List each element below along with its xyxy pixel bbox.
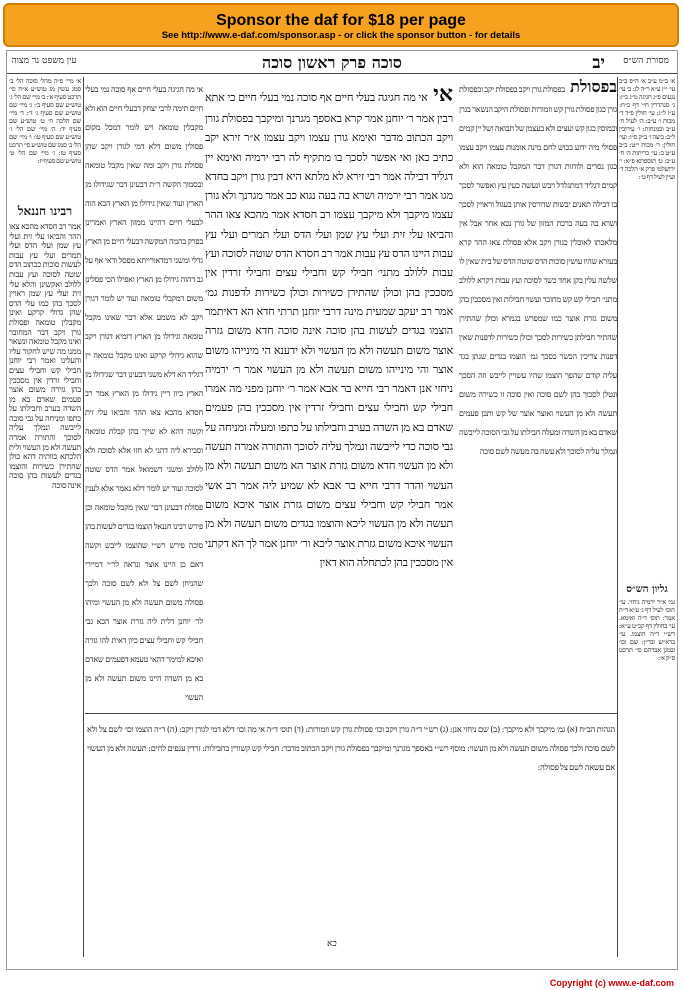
rabbeinu-chananel-label: רבינו חננאל [17,204,73,218]
gemara-text: אי מה חגיגה בעלי חיים אף סוכה נמי בעלי חיים כי אתא רבין אמר ר׳ יוחנן אמר קרא באספך מגרנך ומיקבך בפסולת גורן ויקב הכתוב מדבר ואימא גורן עצמו ויקב עצמו א״ר זירא יקב כתיב כאן ואי אפשר לסכך בו מתקיף לה רבי ירמיה ואימא יין דגליד דבילה אמר רבי זירא לא מלתא היא דבין גורן ויקב בחדא מגו אמר רבי ירמיה ושרא בה בעה נגוא כב אמר מגרנך ולא גורן עצמו מיקבך ולא מיקבך עצמו רב חסדא אמר מהכא צאו ההר והביאו עלי זית ועלי עץ שמן ועלי הדס ועלי תמרים ועלי עץ עבות היינו הדס עץ עבות אמר רב חסדא הדס שוטה לסוכה ועץ עבות ללולב מתני׳ חבילי קש וחבילי עצים וחבילי זרדין אין מסככין בהן וכולן שהתירן כשירות וכולן כשירות לדפנות גמ׳ אמר רב יעקב שמעית מינה דרבי יוחנן תרתי חדא הא דאיתמר הוצמו בגדים לעשות בהן סוכה אינה סוכה חדא משום גזרה אוצר משום תעשה ולא מן העשוי ולא ידענא הי מינייהו משום אוצר והי מינייהו משום תעשה ולא מן העשוי אמר ר׳ ירמיה ניחזי אנן דאמר רבי חייא בר אבא אמר ר׳ יוחנן מפני מה אמרו חבילי קש וחבילי עצים וחבילי זרדין אין מסככין בהן פעמים שאדם בא מן השדה בערב וחבילתו על כתפו ומעלה ומניחה על גבי סוכה כדי לייבשה ונמלך עליה לסוכך והתורה אמרה תעשה ולא מן העשוי חדא משום גזרת אוצר הא משום תעשה ולא מן העשוי והדר דרבי חייא בר אבא לא שמיע ליה אמר רב אשי אמר חבילי קש וחבילי עצים משום גזרת אוצר איכא משום תעשה ולא מן העשוי ליכא והוצמו בגדים משום תעשה ולא מן העשוי איכא משום גזרת אוצר ליכא ור׳ יוחנן אמר לך הא דקתני אין מסככין בהן לכתחלה הוא דאין [205,91,453,569]
ein-mishpat-title: עין משפט נר מצוה [11,56,77,66]
page-footer-number: כא [327,939,337,949]
mesoret-hashas-title: מסורת הש״ס [623,56,669,66]
bottom-rule [85,713,617,714]
gilyon-column [619,581,675,811]
rabbeinu-chananel-column [9,201,81,961]
gilyon-label: גליון הש״ס [626,584,668,595]
running-head: סוכה פרק ראשון סוכה [262,53,402,72]
page-header [7,53,677,73]
copyright-link[interactable]: Copyright (c) www.e-daf.com [549,978,674,988]
ein-mishpat-text: א׳ מיי׳ פ״ה מהל׳ סוכה הל׳ ב׳ סמג עשין מג טוש״ע א״ח סי׳ תרכט סעיף א׳: ב׳ מיי׳ שם הל׳ ג׳ טוש״ע שם סעיף ב׳: ג׳ מיי׳ שם טוש״ע שם סעיף ג׳ ד׳: ד׳ מיי׳ שם הלכה ח׳ ט׳ טוש״ע שם סעיף יד: ה׳ מיי׳ שם הל׳ ז׳ טוש״ע שם סעיף טו: ו׳ מיי׳ שם הל׳ ב׳ סמג שם טוש״ע סי׳ תרכט סעיף טז: ז׳ מיי׳ שם הל׳ ט׳ טוש״ע שם סעיף יז: [9,77,81,165]
rashi-text: בפסולת גורן ויקב בפסולת יקב ובפסולת גורן כגון פסולת גורן קש וזמורות ופסולת היקב הנשאר בגרן ובמוסין כגון קש ועצים ולא בעצמן של תבואה ושל יין קמים פסולי מיה ידוע בכוש לחם מינה אומנות עצמו ויקב עצמו כגון נסרים ולוחות דגורן דבר המקבל טומאה הוא ולא קמים דגליד דמתגלדל ויבש ונעשה כעין עץ ואפשר לסכך בו דבילה תאנים יבשות שדורסין אותן בעגול וראויין לסכך ושרא בה בעה ברכת המזון של גורן נכא אחר אבל אין מלאכתו לאוכלין כגורן ויקב אלא פסולת צאו ההר קרא בעזרא שהיו עושין סוכות הדס שוטה הדס של בית שאין לו שלשה עלין בקן אחד כשר לסוכה ועץ עבות דקרא ללולב מתני׳ חבילי קש קש מחובר ועשוי חבילות ואין מסככין בהן משום גזרת אוצר כמו שמפרש בגמרא וכולן שהתירן שהתיר חבילתן כשירות לסכך וכולן כשירות לדפנות שאין דפנות צריכין הכשר כסכך גמ׳ הוצמו בגדים שנתן בגד עליה קודם שהפך הוצמו שהיו עשויין לייבש וזה הסכך ונטלן לסכוך בהן לשם סוכה ואין סוכה זו כשירה משום תעשה ולא מן העשוי ואוצר אוצר של קש ותבן פעמים שאדם בא מן השדה ומעלה חבילתו על גבי הסוכה לייבשה ונמלך עליה לסוכך ולא עשה בה מעשה לשם סוכה [459,85,617,456]
right-margin-rule [617,77,618,957]
rashi-column [459,77,617,707]
gilyon-text: גמ׳ א״ר ירמיה ניחזי. עי׳ תוס׳ לעיל דף ג׳ ע״א ד״ה אמר: תוס׳ ד״ה ואימא. עי׳ בחולין דף קכ״ט ע״א: רש״י ד״ה הוצמו. עי׳ ברא״ש ובר״ן: שם וכו׳ ובמגן אברהם סי׳ תרכט ס״ק א׳: [619,598,675,662]
sponsor-title[interactable]: Sponsor the daf for $18 per page [216,12,466,29]
talmud-page [6,50,678,970]
gemara-column [205,81,453,711]
sponsor-banner[interactable] [3,3,679,47]
mesoret-hashas-text: א׳ ב״מ ע״ב א׳ ה״פ ב״ב עי׳ י״ז ע״א ר״ה לג: ב׳ עי׳ נגעים פ״ג חגיגה מ״ג כ״ז: ג׳ סנהדרין ח״י דף כ״ח: ע״ז ל״ג: עי׳ חולין פ״ד ד׳ מכות ו׳ ע״ב: ה׳ לעיל ח׳ ע״ב ובמנחות: ו׳ עירובין ל״ב: ביצה ז׳ ב״ק ס״ו: ועי׳ חולין: ר׳ מכות י״ט: ב״ב ע״ט ב: עי׳ כריתות ה׳ ח׳ ע״ב: ט׳ תוספתא פ״א: י׳ ירושלמי פרק א׳ הלכה ד׳ ועיין לעיל דף ט׳: [619,77,675,181]
header-rule [7,73,678,74]
rabbeinu-chananel-text: אמר רב חסדא מהכא צאו ההר והביאו עלי זית ועלי עץ שמן ועלי הדס ועלי תמרים ועלי עץ עבות לעשות סוכות ככתוב הדס שוטה לסוכה ועץ עבות ללולב ואקשינן והלא עלי זית ועלי עץ שמן ראויין לסכך בהן כמו עלי הדס שהן גדולי קרקע ואינן מקבלין טומאה ופסולת גורן ויקב דבר המחובר ואינו מקבל טומאה ונשאר ממנו מה שיש לחקור עליו והעלינו ואמר רבי יוחנן חבילי קש וחבילי עצים וחבילי זרדין אין מסככין בהן גזירה משום אוצר פעמים שאדם בא מן השדה בערב וחבילתו על כתפו ומניחה על גבי סוכה לייבשה ונמלך עליה לסוכך והתורה אמרה תעשה ולא מן העשוי ולית הלכתא כוותיה דהא כולן שהתירן כשירות והוצמו בגדים לעשות בהן סוכה אינה סוכה [9,222,81,491]
left-margin-rule [83,77,84,957]
sponsor-subtitle: See http://www.e-daf.com/sponsor.asp - or click the sponsor button - for details [161,30,521,41]
bottom-commentary [87,717,615,941]
page-number: יב [592,53,605,73]
rashi-open-word: בפסולת [570,77,617,96]
tosafot-column [85,77,203,707]
mesoret-hashas-column [619,77,675,577]
bottom-text: הגהות הב״ח (א) גמ׳ מיקבך ולא מיקבך: (ב) שם ניחזי אנן: (ג) רש״י ד״ה גורן ויקב וכו׳ פסולת גורן קש וזמורות: (ד) תוס׳ ד״ה אי מה וכו׳ דלא דמי לגורן ויקב: (ה) ד״ה הוצמו וכו׳ לשם צל ולא לשם סוכה ולכך פסולה משום תעשה ולא מן העשוי: מוסף רש״י באספך מגרנך ומיקבך בפסולת גורן ויקב הכתוב מדבר: חבילי קש קשורין בחבילות: זרדין ענפים לחים: תעשה ולא מן העשוי אם עשאה לשם צל פסולה: [87,724,615,772]
gemara-open-word: אי [433,81,453,107]
tosafot-text: אי מה חגיגה בעלי חיים אף סוכה נמי בעלי חיים תימה לרבי יצחק דבעלי חיים הוא ולא מקבלין טומאה ויש לומר דמכל מקום פסולין משום דלא דמי לגורן ויקב שהן פסולת גורן ויקב ומה שאין מקבל טומאה ובסמוך הקשה ר״ת דבעינן דבר שגידולו מן הארץ ועוד שאין גידולו מן הארץ הכא הוה לבעלי חיים דהיינו ממזון הארץ ואמרינן בפרק בהמה המקשה דבעלי חיים מן הארץ גדלי ומשני דמדאורייתא מפסל ודאי אף על גב דהוה גידולו מן הארץ ואפילו הכי פסלינן משום דמקבלי טומאה ועוד יש לומר דגורן ויקב לא משמע אלא דבר שאינו מקבל טומאה וגידולו מן הארץ דומיא דגורן ויקב שהוא גידולי קרקע ואינו מקבל טומאה יין דגליד הא דלא משני דבעינן דבר שגידולו מן הארץ כיון דיין גידולו מן הארץ אמר רב חסדא מהכא צאו ההר והביאו עלי זית וקשה דהא לא שייך בהן קבלת טומאה וסבירא ליה דהני לא חזו אלא לסוכה ולא ללולב ומשני דשמואל אמר הדס שוטה לסוכה ועוד יש לומר דלא נאמר אלא לענין פסולת דבעינן דבר שאין מקבל טומאה וכן פירש רבינו חננאל הוצמו בגדים לעשות בהן סוכה פירש רש״י שהוצמו לייבש וקשה דאם כן היינו אוצר ונראה לר״י דמיירי שהניחן לשם צל ולא לשם סוכה ולכך פסולה משום תעשה ולא מן העשוי ומיהו לר׳ יוחנן דלית ליה גזרת אוצר הכא גבי חבילי קש וחבילי עצים כיון דאית להו גזרה ואיכא למימר דהאי טעמא דפעמים שאדם בא מן השדה היינו משום תעשה ולא מן העשוי [85,85,203,702]
ein-mishpat-column [9,77,81,199]
